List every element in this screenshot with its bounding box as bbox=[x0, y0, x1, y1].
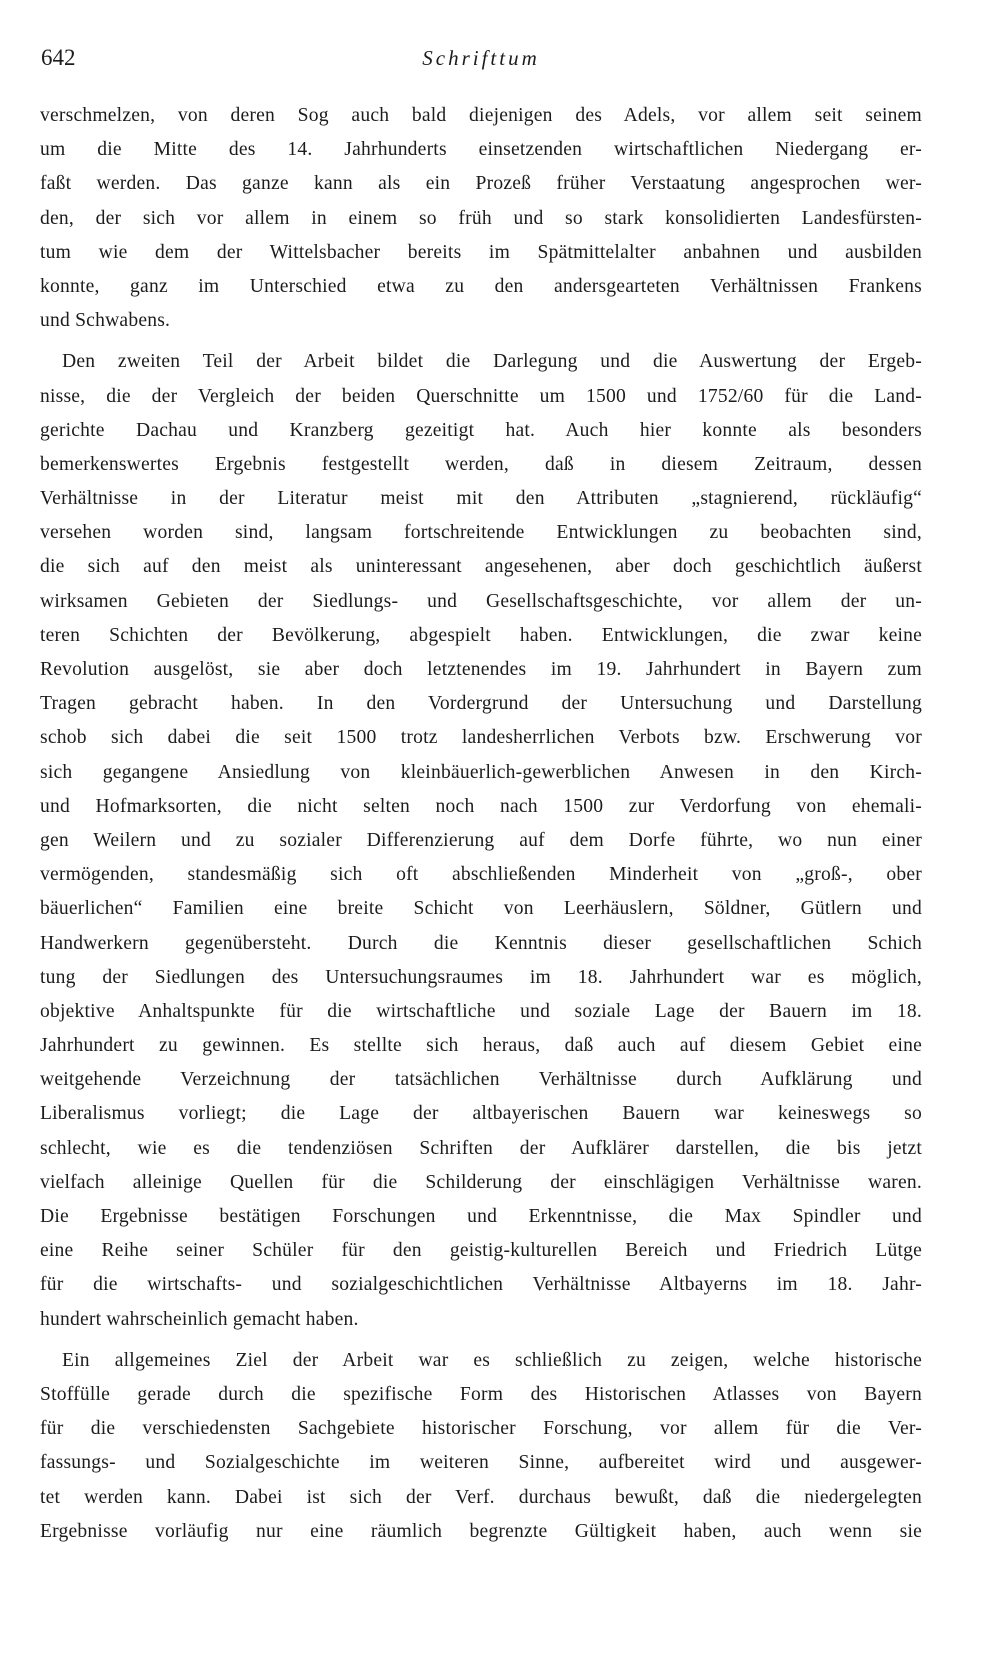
text-line: gerichte Dachau und Kranzberg gezeitigt hat. Auch hier konnte als besonders bbox=[40, 419, 922, 441]
text-line: Verhältnisse in der Literatur meist mit den Attributen „stagnierend, rückläufig“ bbox=[40, 488, 922, 510]
text-line: konnte, ganz im Unterschied etwa zu den andersgearteten Verhältnissen Frankens bbox=[40, 275, 922, 297]
text-line: Ein allgemeines Ziel der Arbeit war es schließlich zu zeigen, welche historische bbox=[62, 1349, 922, 1371]
text-line: tet werden kann. Dabei ist sich der Verf. durchaus bewußt, daß die niedergelegten bbox=[40, 1486, 922, 1508]
text-line: hundert wahrscheinlich gemacht haben. bbox=[40, 1308, 359, 1330]
text-line: Tragen gebracht haben. In den Vordergrund der Untersuchung und Darstellung bbox=[40, 693, 922, 715]
text-line: Die Ergebnisse bestätigen Forschungen und Erkenntnisse, die Max Spindler und bbox=[40, 1206, 922, 1227]
text-line: und Schwabens. bbox=[40, 310, 171, 332]
paragraph bbox=[40, 99, 922, 338]
page-number: 642 bbox=[41, 45, 76, 70]
page-header bbox=[41, 44, 921, 74]
text-line: eine Reihe seiner Schüler für den geistig-kulturellen Bereich und Friedrich Lütge bbox=[40, 1240, 922, 1262]
text-line: weitgehende Verzeichnung der tatsächlichen Verhältnisse durch Aufklärung und bbox=[40, 1069, 922, 1091]
text-line: tum wie dem der Wittelsbacher bereits im Spätmittelalter anbahnen und ausbilden bbox=[40, 241, 922, 263]
text-line: teren Schichten der Bevölkerung, abgespielt haben. Entwicklungen, die zwar keine bbox=[40, 624, 922, 646]
text-line: versehen worden sind, langsam fortschreitende Entwicklungen zu beobachten sind, bbox=[40, 522, 922, 544]
text-line: Handwerkern gegenübersteht. Durch die Kenntnis dieser gesellschaftlichen Schich bbox=[40, 932, 922, 954]
text-line: bäuerlichen“ Familien eine breite Schicht von Leerhäuslern, Söldner, Gütlern und bbox=[40, 898, 922, 920]
text-line: für die wirtschafts- und sozialgeschichtlichen Verhältnisse Altbayerns im 18. Jahr- bbox=[40, 1274, 922, 1296]
text-line: nisse, die der Vergleich der beiden Querschnitte um 1500 und 1752/60 für die Land- bbox=[40, 385, 922, 407]
text-line: Ergebnisse vorläufig nur eine räumlich begrenzte Gültigkeit haben, auch wenn sie bbox=[40, 1520, 922, 1542]
paragraph bbox=[40, 1344, 922, 1549]
text-line: verschmelzen, von deren Sog auch bald diejenigen des Adels, vor allem seit seinem bbox=[40, 105, 922, 126]
text-line: gen Weilern und zu sozialer Differenzierung auf dem Dorfe führte, wo nun einer bbox=[40, 829, 922, 851]
text-line: objektive Anhaltspunkte für die wirtschaftliche und soziale Lage der Bauern im 18. bbox=[40, 1000, 922, 1022]
text-line: Revolution ausgelöst, sie aber doch letztenendes im 19. Jahrhundert in Bayern zum bbox=[40, 659, 922, 680]
text-line: Den zweiten Teil der Arbeit bildet die Darlegung und die Auswertung der Ergeb- bbox=[62, 351, 922, 373]
running-head: Schrifttum bbox=[422, 46, 540, 70]
text-line: schob sich dabei die seit 1500 trotz landesherrlichen Verbots bzw. Erschwerung vor bbox=[40, 727, 922, 749]
text-line: Stoffülle gerade durch die spezifische Form des Historischen Atlasses von Bayern bbox=[40, 1383, 922, 1405]
text-line: vermögenden, standesmäßig sich oft abschließenden Minderheit von „groß-, ober bbox=[40, 864, 922, 886]
text-line: vielfach alleinige Quellen für die Schilderung der einschlägigen Verhältnisse waren. bbox=[40, 1171, 922, 1193]
text-line: Liberalismus vorliegt; die Lage der altbayerischen Bauern war keineswegs so bbox=[40, 1103, 922, 1125]
text-line: faßt werden. Das ganze kann als ein Prozeß früher Verstaatung angesprochen wer- bbox=[40, 173, 922, 195]
body-text bbox=[40, 99, 922, 1549]
text-line: schlecht, wie es die tendenziösen Schriften der Aufklärer darstellen, die bis jetzt bbox=[40, 1137, 922, 1159]
text-line: den, der sich vor allem in einem so früh und so stark konsolidierten Landesfürsten- bbox=[40, 207, 922, 229]
text-line: wirksamen Gebieten der Siedlungs- und Gesellschaftsgeschichte, vor allem der un- bbox=[40, 590, 922, 612]
text-line: sich gegangene Ansiedlung von kleinbäuerlich-gewerblichen Anwesen in den Kirch- bbox=[40, 761, 922, 783]
text-line: um die Mitte des 14. Jahrhunderts einsetzenden wirtschaftlichen Niedergang er- bbox=[40, 139, 922, 161]
text-line: für die verschiedensten Sachgebiete historischer Forschung, vor allem für die Ver- bbox=[40, 1418, 922, 1440]
text-line: Jahrhundert zu gewinnen. Es stellte sich heraus, daß auch auf diesem Gebiet eine bbox=[40, 1035, 922, 1057]
text-line: fassungs- und Sozialgeschichte im weiteren Sinne, aufbereitet wird und ausgewer- bbox=[40, 1452, 922, 1474]
text-line: die sich auf den meist als uninteressant angesehenen, aber doch geschichtlich äußerst bbox=[40, 556, 922, 578]
text-line: bemerkenswertes Ergebnis festgestellt werden, daß in diesem Zeitraum, dessen bbox=[40, 453, 922, 475]
paragraph bbox=[40, 345, 922, 1336]
text-line: und Hofmarksorten, die nicht selten noch nach 1500 zur Verdorfung von ehemali- bbox=[40, 795, 922, 817]
text-line: tung der Siedlungen des Untersuchungsraumes im 18. Jahrhundert war es möglich, bbox=[40, 966, 922, 988]
